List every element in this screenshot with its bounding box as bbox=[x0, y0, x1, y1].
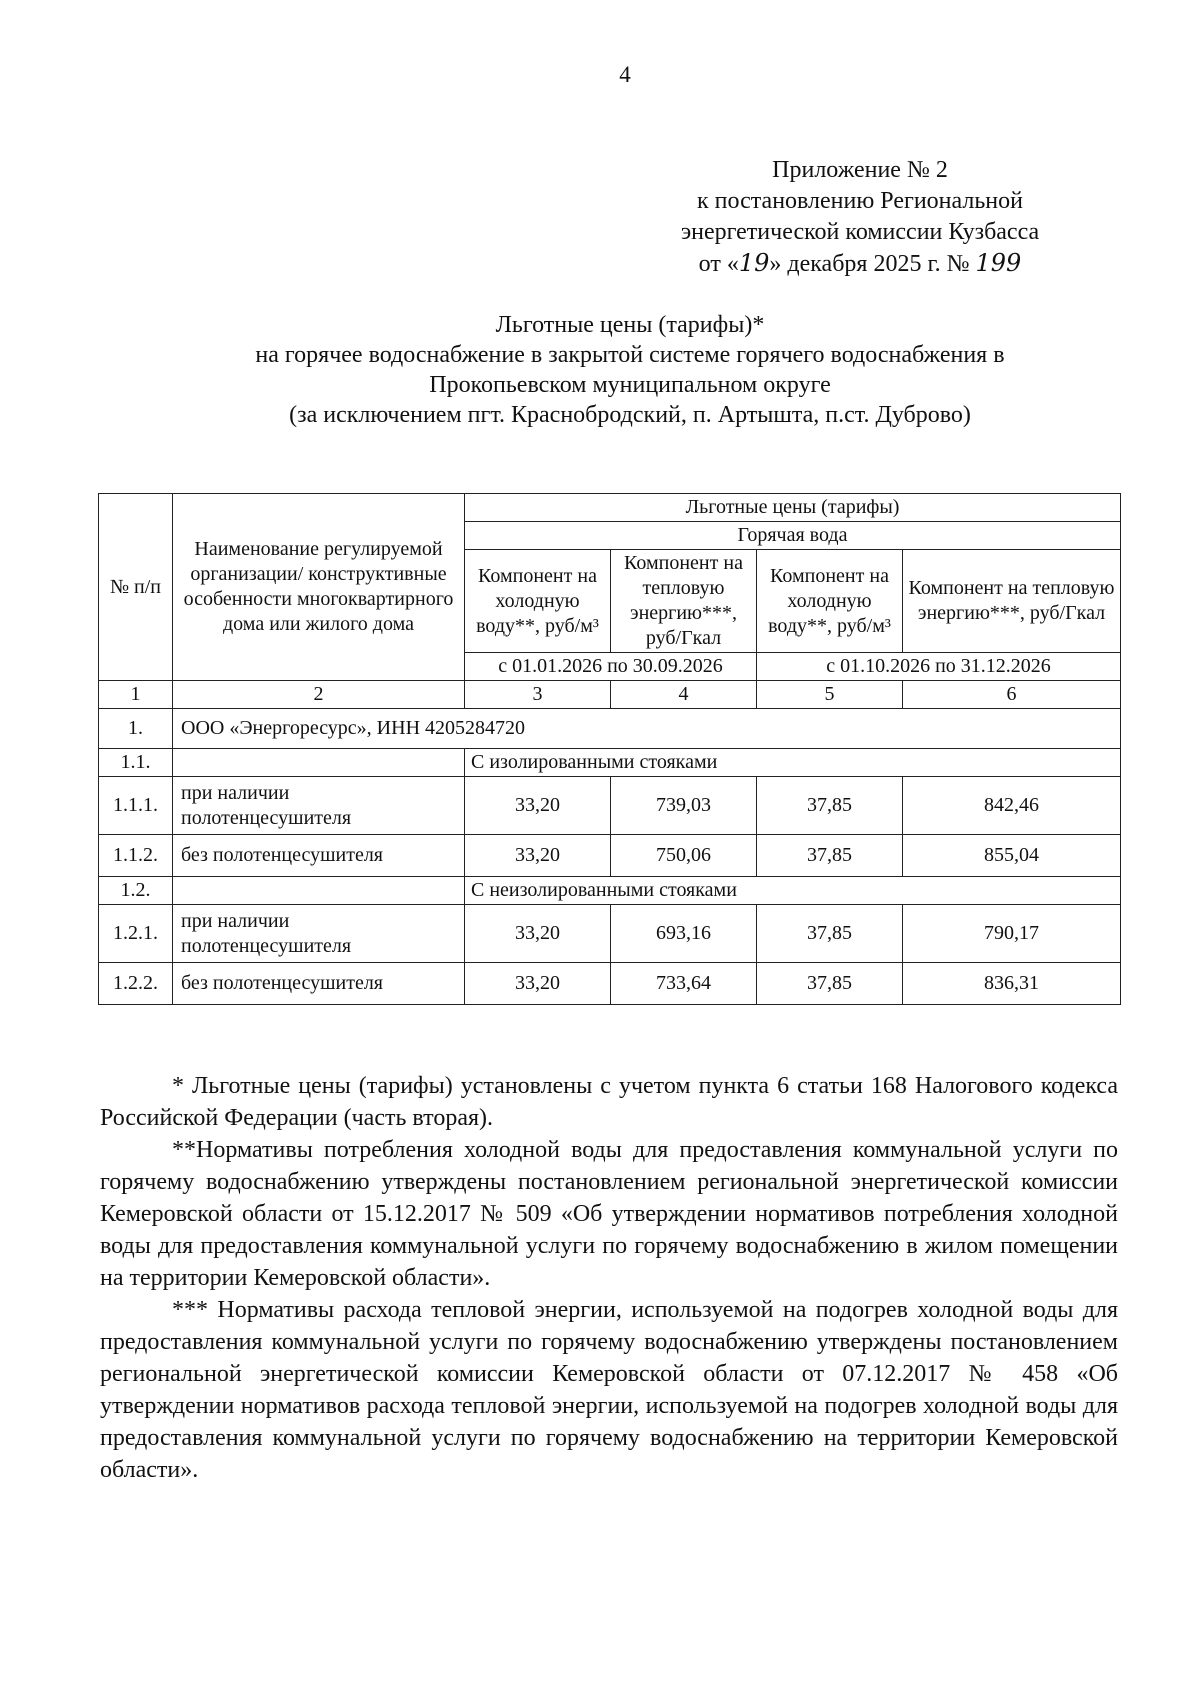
cell-value: 855,04 bbox=[903, 835, 1121, 877]
column-number: 4 bbox=[611, 681, 757, 709]
row-num: 1.2. bbox=[99, 877, 173, 905]
table-row bbox=[99, 905, 1121, 963]
title-line-3: Прокопьевском муниципальном округе bbox=[429, 372, 831, 398]
table-row bbox=[99, 777, 1121, 835]
column-number: 3 bbox=[465, 681, 611, 709]
cell-value: 842,46 bbox=[903, 777, 1121, 835]
cell-value: 33,20 bbox=[465, 777, 611, 835]
footnote-2: **Нормативы потребления холодной воды для предоставления коммунальной услуги по горячему водоснабжению утверждены постановлением региональной энергетической комиссии Кемеровской области от 15.12.2017 № 509 «Об утверждении нормативов потребления холодной воды для предоставления коммунальной услуги по горячему водоснабжению в жилом помещении на территории Кемеровской области». bbox=[100, 1137, 1118, 1291]
header-name: Наименование регулируемой организации/ конструктивные особенности многоквартирного дома или жилого дома bbox=[173, 494, 465, 681]
column-number: 6 bbox=[903, 681, 1121, 709]
group-row bbox=[99, 877, 1121, 905]
date-prefix: от « bbox=[698, 251, 739, 277]
organization-row bbox=[99, 709, 1121, 749]
column-number: 1 bbox=[99, 681, 173, 709]
cell-value: 733,64 bbox=[611, 963, 757, 1005]
handwritten-day: 19 bbox=[738, 249, 770, 277]
handwritten-doc-number: 199 bbox=[975, 249, 1022, 277]
cell-value: 37,85 bbox=[757, 777, 903, 835]
title-line-2: на горячее водоснабжение в закрытой системе горячего водоснабжения в bbox=[255, 342, 1005, 368]
row-num: 1. bbox=[99, 709, 173, 749]
document-title bbox=[140, 310, 1120, 430]
group-spacer bbox=[173, 749, 465, 777]
row-num: 1.1.1. bbox=[99, 777, 173, 835]
table-row bbox=[99, 963, 1121, 1005]
row-name: без полотенцесушителя bbox=[173, 835, 465, 877]
title-line-1: Льготные цены (тарифы)* bbox=[495, 312, 765, 338]
row-num: 1.1. bbox=[99, 749, 173, 777]
table-row bbox=[99, 835, 1121, 877]
header-heat-component-2: Компонент на тепловую энергию***, руб/Гкал bbox=[903, 550, 1121, 653]
group-label: С изолированными стояками bbox=[465, 749, 1121, 777]
row-name: без полотенцесушителя bbox=[173, 963, 465, 1005]
title-line-4: (за исключением пгт. Краснобродский, п. Артышта, п.ст. Дуброво) bbox=[289, 402, 971, 428]
appendix-title: Приложение № 2 bbox=[772, 157, 948, 183]
cell-value: 33,20 bbox=[465, 905, 611, 963]
group-row bbox=[99, 749, 1121, 777]
date-middle: » декабря 2025 г. № bbox=[769, 251, 970, 277]
column-number-row bbox=[99, 681, 1121, 709]
cell-value: 790,17 bbox=[903, 905, 1121, 963]
column-number: 5 bbox=[757, 681, 903, 709]
appendix-date-line bbox=[600, 248, 1120, 280]
row-num: 1.1.2. bbox=[99, 835, 173, 877]
header-period-2: с 01.10.2026 по 31.12.2026 bbox=[757, 653, 1121, 681]
group-label: С неизолированными стояками bbox=[465, 877, 1121, 905]
row-num: 1.2.2. bbox=[99, 963, 173, 1005]
row-num: 1.2.1. bbox=[99, 905, 173, 963]
appendix-line-commission: энергетической комиссии Кузбасса bbox=[680, 219, 1040, 245]
page-number: 4 bbox=[619, 62, 631, 87]
organization-name: ООО «Энергоресурс», ИНН 4205284720 bbox=[173, 709, 1121, 749]
cell-value: 37,85 bbox=[757, 835, 903, 877]
header-hot-water: Горячая вода bbox=[465, 522, 1121, 550]
header-cold-component-2: Компонент на холодную воду**, руб/м³ bbox=[757, 550, 903, 653]
footnotes bbox=[100, 1070, 1118, 1486]
header-prices: Льготные цены (тарифы) bbox=[465, 494, 1121, 522]
appendix-header bbox=[600, 155, 1120, 280]
header-period-1: с 01.01.2026 по 30.09.2026 bbox=[465, 653, 757, 681]
cell-value: 750,06 bbox=[611, 835, 757, 877]
footnote-3: *** Нормативы расхода тепловой энергии, используемой на подогрев холодной воды для предоставления коммунальной услуги по горячему водоснабжению утверждены постановлением региональной энергетической комиссии Кемеровской области от 07.12.2017 № 458 «Об утверждении нормативов расхода тепловой энергии, используемой на подогрев холодной воды для предоставления коммунальной услуги по горячему водоснабжению на территории Кемеровской области». bbox=[100, 1297, 1118, 1483]
cell-value: 37,85 bbox=[757, 905, 903, 963]
table-header-row bbox=[99, 494, 1121, 522]
appendix-line-resolution: к постановлению Региональной bbox=[697, 188, 1023, 214]
header-cold-component-1: Компонент на холодную воду**, руб/м³ bbox=[465, 550, 611, 653]
cell-value: 739,03 bbox=[611, 777, 757, 835]
group-spacer bbox=[173, 877, 465, 905]
header-heat-component-1: Компонент на тепловую энергию***, руб/Гкал bbox=[611, 550, 757, 653]
tariff-table bbox=[98, 493, 1121, 1005]
cell-value: 37,85 bbox=[757, 963, 903, 1005]
row-name: при наличии полотенцесушителя bbox=[173, 905, 465, 963]
header-num: № п/п bbox=[99, 494, 173, 681]
footnote-1: * Льготные цены (тарифы) установлены с учетом пункта 6 статьи 168 Налогового кодекса Российской Федерации (часть вторая). bbox=[100, 1073, 1118, 1131]
cell-value: 836,31 bbox=[903, 963, 1121, 1005]
column-number: 2 bbox=[173, 681, 465, 709]
cell-value: 693,16 bbox=[611, 905, 757, 963]
cell-value: 33,20 bbox=[465, 835, 611, 877]
row-name: при наличии полотенцесушителя bbox=[173, 777, 465, 835]
cell-value: 33,20 bbox=[465, 963, 611, 1005]
